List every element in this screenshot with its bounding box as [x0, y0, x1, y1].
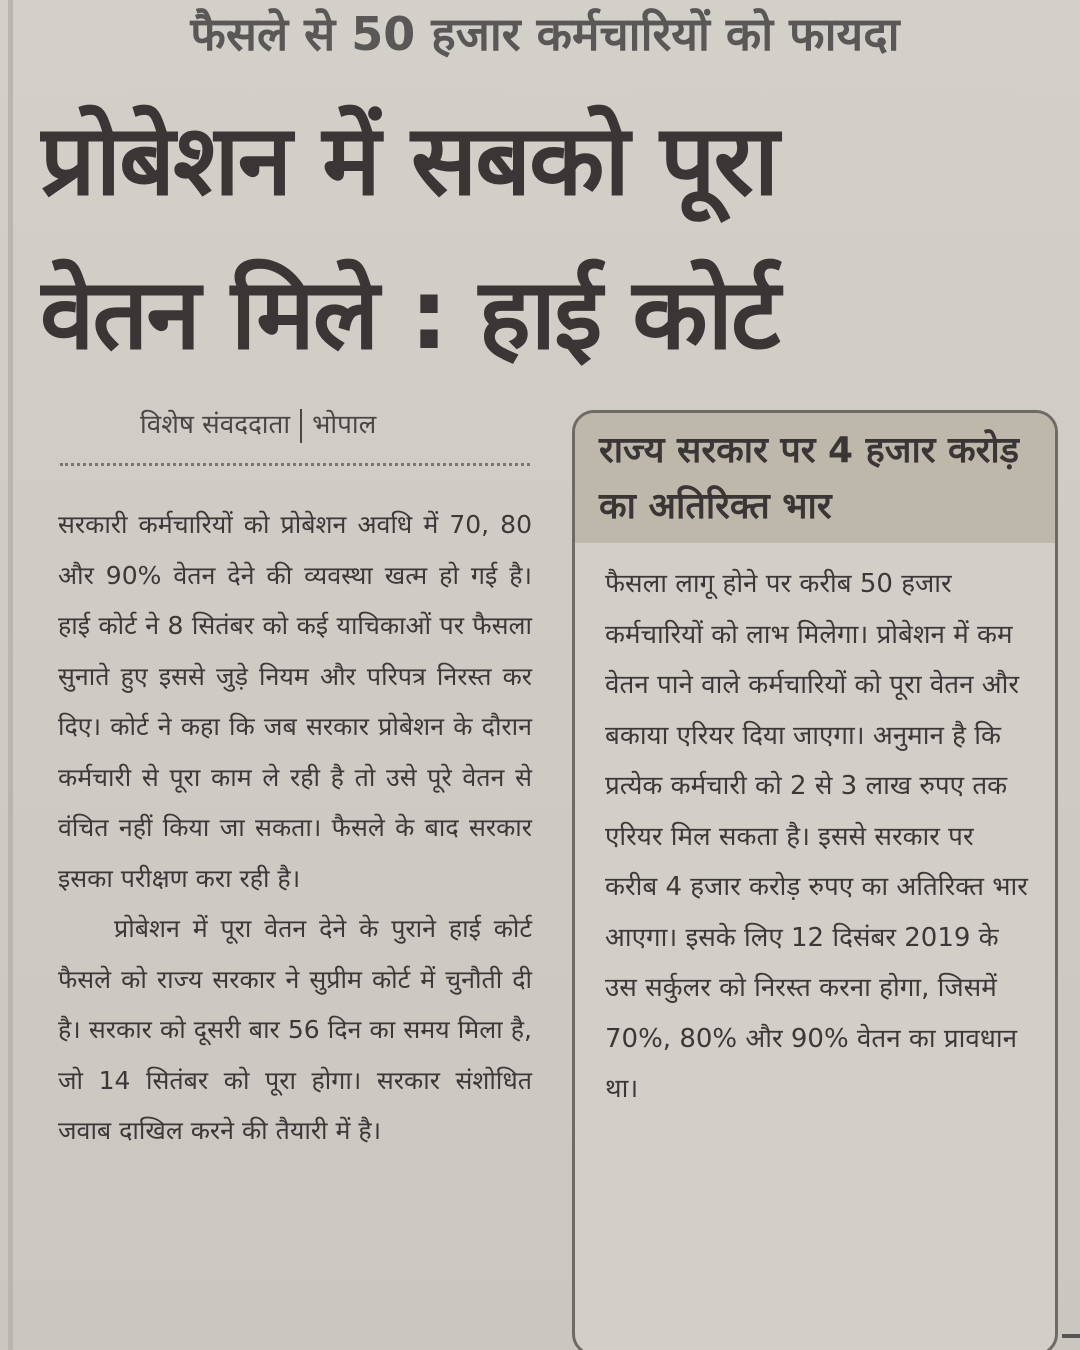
article-body [58, 500, 532, 1157]
sidebar-heading: राज्य सरकार पर 4 हजार करोड़ का अतिरिक्त भार [575, 413, 1055, 543]
sidebar-paragraph: फैसला लागू होने पर करीब 50 हजार कर्मचारियों को लाभ मिलेगा। प्रोबेशन में कम वेतन पाने वाले कर्मचारियों को पूरा वेतन और बकाया एरियर दिया जाएगा। अनुमान है कि प्रत्येक कर्मचारी को 2 से 3 लाख रुपए तक एरियर मिल सकता है। इससे सरकार पर करीब 4 हजार करोड़ रुपए का अतिरिक्त भार आएगा। इसके लिए 12 दिसंबर 2019 के उस सर्कुलर को निरस्त करना होगा, जिसमें 70%, 80% और 90% वेतन का प्रावधान था। [605, 569, 1028, 1104]
sidebar-body [575, 543, 1055, 1115]
headline-line-2: वेतन मिले : हाई कोर्ट [40, 258, 779, 372]
column-rule [8, 0, 13, 1350]
headline-line-1: प्रोबेशन में सबको पूरा [40, 104, 778, 218]
dotted-divider [60, 463, 530, 466]
sidebar-box [572, 410, 1058, 1350]
byline-separator [300, 409, 302, 443]
byline-place: भोपाल [312, 410, 377, 440]
byline-author: विशेष संवददाता [140, 410, 291, 440]
byline [140, 400, 376, 450]
kicker-headline: फैसले से 50 हजार कर्मचारियों को फायदा [190, 7, 900, 61]
article-paragraph-2: प्रोबेशन में पूरा वेतन देने के पुराने हाई कोर्ट फैसले को राज्य सरकार ने सुप्रीम कोर्ट में चुनौती दी है। सरकार को दूसरी बार 56 दिन का समय मिला है, जो 14 सितंबर को पूरा होगा। सरकार संशोधित जवाब दाखिल करने की तैयारी में है। [58, 914, 532, 1145]
corner-mark [1062, 1334, 1080, 1338]
article-paragraph-1: सरकारी कर्मचारियों को प्रोबेशन अवधि में 70, 80 और 90% वेतन देने की व्यवस्था खत्म हो गई है। हाई कोर्ट ने 8 सितंबर को कई याचिकाओं पर फैसला सुनाते हुए इससे जुड़े नियम और परिपत्र निरस्त कर दिए। कोर्ट ने कहा कि जब सरकार प्रोबेशन के दौरान कर्मचारी से पूरा काम ले रही है तो उसे पूरे वेतन से वंचित नहीं किया जा सकता। फैसले के बाद सरकार इसका परीक्षण करा रही है। [58, 510, 532, 893]
